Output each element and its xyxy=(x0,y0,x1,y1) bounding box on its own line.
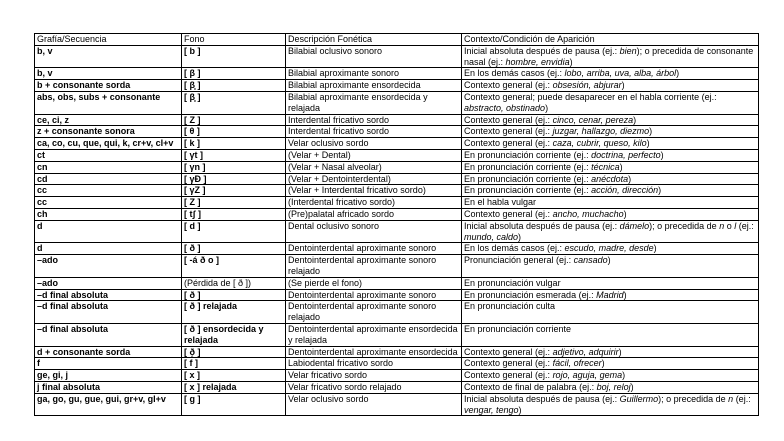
descripcion-cell: Dentointerdental aproximante ensordecida xyxy=(286,346,462,358)
contexto-cell xyxy=(462,381,759,393)
context-text: Inicial absoluta después de pausa (ej.: xyxy=(464,220,620,231)
contexto-cell xyxy=(462,243,759,255)
context-text: ) xyxy=(660,149,664,160)
fono-cell: [ g ] xyxy=(182,393,286,416)
fono-cell: [ β̥ ] xyxy=(182,80,286,92)
table-row xyxy=(35,255,759,278)
contexto-cell xyxy=(462,346,759,358)
context-text: En los demás casos (ej.: xyxy=(464,243,565,254)
descripcion-cell: Bilabial aproximante sonoro xyxy=(286,68,462,80)
grafia-cell: b, v xyxy=(35,68,182,80)
contexto-cell xyxy=(462,80,759,92)
example-text: vengar, tengo xyxy=(464,404,519,415)
table-row xyxy=(35,393,759,416)
descripcion-cell: Bilabial aproximante ensordecida xyxy=(286,80,462,92)
grafia-cell: –ado xyxy=(35,277,182,289)
table-row xyxy=(35,289,759,301)
example-text: juzgar, hallazgo, diezmo xyxy=(552,126,650,137)
descripcion-cell: Labiodental fricativo sordo xyxy=(286,358,462,370)
descripcion-cell: Interdental fricativo sordo xyxy=(286,126,462,138)
contexto-cell xyxy=(462,370,759,382)
contexto-cell xyxy=(462,208,759,220)
fono-cell: [ ð ] xyxy=(182,243,286,255)
context-text: Pronunciación general (ej.: xyxy=(464,255,574,266)
example-text: dámelo xyxy=(619,220,650,231)
grafia-cell: d + consonante sorda xyxy=(35,346,182,358)
table-row xyxy=(35,197,759,209)
grafia-cell: f xyxy=(35,358,182,370)
table-row xyxy=(35,243,759,255)
contexto-cell xyxy=(462,149,759,161)
context-text: En los demás casos (ej.: xyxy=(464,68,565,79)
descripcion-cell: Dentointerdental aproximante sonoro relajado xyxy=(286,301,462,324)
contexto-cell xyxy=(462,358,759,370)
fono-cell: [ ð ] relajada xyxy=(182,301,286,324)
fono-cell: [ γt ] xyxy=(182,149,286,161)
example-text: Guillermo xyxy=(619,393,659,404)
example-text: ancho, muchacho xyxy=(552,208,624,219)
context-text: ) xyxy=(649,126,653,137)
contexto-cell xyxy=(462,197,759,209)
fono-cell: [ b ] xyxy=(182,45,286,68)
fono-cell: [ β ] xyxy=(182,68,286,80)
example-text: n xyxy=(728,393,734,404)
header-grafia: Grafía/Secuencia xyxy=(35,34,182,46)
grafia-cell: –ado xyxy=(35,255,182,278)
fono-cell: [ ð̥ ] xyxy=(182,346,286,358)
context-text: ); o precedida de consonante nasal (ej.: xyxy=(464,45,754,67)
fono-cell: [ ð ] ensordecida y relajada xyxy=(182,323,286,346)
grafia-cell: ca, co, cu, que, qui, k, cr+v, cl+v xyxy=(35,138,182,150)
contexto-cell xyxy=(462,289,759,301)
table-row xyxy=(35,80,759,92)
grafia-cell: ch xyxy=(35,208,182,220)
context-text: En pronunciación corriente (ej.: xyxy=(464,161,592,172)
contexto-cell xyxy=(462,173,759,185)
descripcion-cell: Dentointerdental aproximante ensordecida y relajada xyxy=(286,323,462,346)
table-row xyxy=(35,161,759,173)
grafia-cell: j final absoluta xyxy=(35,381,182,393)
contexto-cell xyxy=(462,323,759,346)
grafia-cell: –d final absoluta xyxy=(35,301,182,324)
context-text: ); o precedida de xyxy=(658,393,729,404)
context-text: Contexto general (ej.: xyxy=(464,346,553,357)
context-text: Contexto general (ej.: xyxy=(464,208,553,219)
grafia-cell: –d final absoluta xyxy=(35,323,182,346)
context-text: Contexto general (ej.: xyxy=(464,126,553,137)
example-text: Madrid xyxy=(596,289,624,300)
descripcion-cell: Bilabial aproximante ensordecida y relajada xyxy=(286,91,462,114)
descripcion-cell: Dentointerdental aproximante sonoro xyxy=(286,243,462,255)
context-text: ) xyxy=(518,404,522,415)
example-text: mundo, caldo xyxy=(464,231,519,242)
phonetics-table xyxy=(34,33,759,416)
example-text: l xyxy=(734,220,737,231)
context-text: ) xyxy=(646,138,650,149)
fono-cell: [ -á ð o ] xyxy=(182,255,286,278)
example-text: hombre, envidia xyxy=(505,56,570,67)
context-text: ) xyxy=(518,231,522,242)
table-row xyxy=(35,358,759,370)
fono-cell: [ x ] relajada xyxy=(182,381,286,393)
fono-cell: [ γZ ] xyxy=(182,185,286,197)
context-text: ) xyxy=(618,346,622,357)
grafia-cell: cc xyxy=(35,185,182,197)
fono-cell: [ tʃ ] xyxy=(182,208,286,220)
example-text: bien xyxy=(619,45,637,56)
example-text: cinco, cenar, pereza xyxy=(552,114,634,125)
example-text: caza, cubrir, queso, kilo xyxy=(552,138,647,149)
descripcion-cell: (Interdental fricativo sordo) xyxy=(286,197,462,209)
context-text: ) xyxy=(601,358,605,369)
fono-cell: [ θ ] xyxy=(182,126,286,138)
context-text: En pronunciación corriente (ej.: xyxy=(464,149,592,160)
context-text: ) xyxy=(676,68,680,79)
example-text: rojo, aguja, gema xyxy=(552,370,623,381)
example-text: anécdota xyxy=(591,173,629,184)
example-text: boj, reloj xyxy=(596,381,631,392)
fono-cell: [ β̥ ] xyxy=(182,91,286,114)
context-text: En el habla vulgar xyxy=(464,197,537,208)
contexto-cell xyxy=(462,220,759,243)
context-text: Contexto general (ej.: xyxy=(464,114,553,125)
table-body xyxy=(35,34,759,416)
context-text: En pronunciación vulgar xyxy=(464,277,561,288)
contexto-cell xyxy=(462,126,759,138)
table-row xyxy=(35,208,759,220)
context-text: En pronunciación corriente (ej.: xyxy=(464,185,592,196)
context-text: ) xyxy=(569,56,573,67)
context-text: Contexto general (ej.: xyxy=(464,138,553,149)
descripcion-cell: (Velar + Nasal alveolar) xyxy=(286,161,462,173)
example-text: cansado xyxy=(573,255,608,266)
table-row xyxy=(35,126,759,138)
header-row xyxy=(35,34,759,46)
descripcion-cell: Velar fricativo sordo xyxy=(286,370,462,382)
contexto-cell xyxy=(462,255,759,278)
context-text: Contexto general (ej.: xyxy=(464,80,553,91)
context-text: Contexto general; puede desaparecer en el habla corriente (ej.: xyxy=(464,91,717,102)
table-row xyxy=(35,381,759,393)
grafia-cell: cc xyxy=(35,197,182,209)
grafia-cell: cn xyxy=(35,161,182,173)
table-row xyxy=(35,346,759,358)
context-text: ) xyxy=(545,102,549,113)
contexto-cell xyxy=(462,185,759,197)
grafia-cell: –d final absoluta xyxy=(35,289,182,301)
example-text: n xyxy=(719,220,725,231)
context-text: o xyxy=(724,220,735,231)
table-row xyxy=(35,114,759,126)
grafia-cell: b + consonante sorda xyxy=(35,80,182,92)
contexto-cell xyxy=(462,45,759,68)
context-text: ) xyxy=(623,208,627,219)
context-text: Inicial absoluta después de pausa (ej.: xyxy=(464,45,620,56)
context-text: ) xyxy=(633,114,637,125)
example-text: escudo, madre, desde xyxy=(564,243,654,254)
descripcion-cell: Dental oclusivo sonoro xyxy=(286,220,462,243)
contexto-cell xyxy=(462,393,759,416)
grafia-cell: abs, obs, subs + consonante xyxy=(35,91,182,114)
context-text: ) xyxy=(619,161,623,172)
grafia-cell: z + consonante sonora xyxy=(35,126,182,138)
context-text: ) xyxy=(623,289,627,300)
table-row xyxy=(35,138,759,150)
contexto-cell xyxy=(462,138,759,150)
example-text: acción, dirección xyxy=(591,185,659,196)
descripcion-cell: (Velar + Dental) xyxy=(286,149,462,161)
example-text: lobo, arriba, uva, alba, árbol xyxy=(564,68,677,79)
grafia-cell: cd xyxy=(35,173,182,185)
context-text: Contexto general (ej.: xyxy=(464,370,553,381)
descripcion-cell: (Velar + Interdental fricativo sordo) xyxy=(286,185,462,197)
context-text: ) xyxy=(607,255,611,266)
table-row xyxy=(35,149,759,161)
descripcion-cell: Velar fricativo sordo relajado xyxy=(286,381,462,393)
contexto-cell xyxy=(462,114,759,126)
fono-cell: [ Z ] xyxy=(182,114,286,126)
context-text: (ej.: xyxy=(733,393,751,404)
context-text: En pronunciación corriente xyxy=(464,323,572,334)
table-row xyxy=(35,323,759,346)
contexto-cell xyxy=(462,301,759,324)
context-text: En pronunciación corriente (ej.: xyxy=(464,173,592,184)
contexto-cell xyxy=(462,161,759,173)
example-text: doctrina, perfecto xyxy=(591,149,661,160)
example-text: obsesión, abjurar xyxy=(552,80,622,91)
contexto-cell xyxy=(462,277,759,289)
context-text: ) xyxy=(653,243,657,254)
table-row xyxy=(35,277,759,289)
table-row xyxy=(35,185,759,197)
grafia-cell: d xyxy=(35,243,182,255)
fono-cell: [ f ] xyxy=(182,358,286,370)
grafia-cell: d xyxy=(35,220,182,243)
context-text: En pronunciación esmerada (ej.: xyxy=(464,289,597,300)
descripcion-cell: Dentointerdental aproximante sonoro xyxy=(286,289,462,301)
descripcion-cell: Velar oclusivo sordo xyxy=(286,138,462,150)
context-text: ) xyxy=(658,185,662,196)
table-row xyxy=(35,91,759,114)
contexto-cell xyxy=(462,68,759,80)
fono-cell: [ d ] xyxy=(182,220,286,243)
descripcion-cell: Velar oclusivo sordo xyxy=(286,393,462,416)
example-text: fácil, ofrecer xyxy=(552,358,602,369)
context-text: ) xyxy=(630,381,634,392)
header-contexto: Contexto/Condición de Aparición xyxy=(462,34,759,46)
fono-cell: [ Z ] xyxy=(182,197,286,209)
context-text: ) xyxy=(621,80,625,91)
table-row xyxy=(35,370,759,382)
fono-cell: [ γÐ ] xyxy=(182,173,286,185)
context-text: En pronunciación culta xyxy=(464,301,556,312)
descripcion-cell: Dentointerdental aproximante sonoro relajado xyxy=(286,255,462,278)
descripcion-cell: (Velar + Dentointerdental) xyxy=(286,173,462,185)
table-row xyxy=(35,220,759,243)
fono-cell: [ x ] xyxy=(182,370,286,382)
grafia-cell: ge, gi, j xyxy=(35,370,182,382)
fono-cell: [ k ] xyxy=(182,138,286,150)
grafia-cell: ct xyxy=(35,149,182,161)
context-text: ) xyxy=(622,370,626,381)
fono-cell: (Pérdida de [ ð ]) xyxy=(182,277,286,289)
example-text: abstracto, obstinado xyxy=(464,102,546,113)
table-row xyxy=(35,68,759,80)
context-text: ) xyxy=(628,173,632,184)
fono-cell: [ γn ] xyxy=(182,161,286,173)
context-text: Contexto de final de palabra (ej.: xyxy=(464,381,597,392)
table-row xyxy=(35,173,759,185)
grafia-cell: ce, ci, z xyxy=(35,114,182,126)
fono-cell: [ ð ] xyxy=(182,289,286,301)
contexto-cell xyxy=(462,91,759,114)
descripcion-cell: Interdental fricativo sordo xyxy=(286,114,462,126)
context-text: ); o precedida de xyxy=(649,220,720,231)
descripcion-cell: (Se pierde el fono) xyxy=(286,277,462,289)
header-fono: Fono xyxy=(182,34,286,46)
table-row xyxy=(35,45,759,68)
header-descripcion: Descripción Fonética xyxy=(286,34,462,46)
context-text: Inicial absoluta después de pausa (ej.: xyxy=(464,393,620,404)
context-text: Contexto general (ej.: xyxy=(464,358,553,369)
grafia-cell: b, v xyxy=(35,45,182,68)
example-text: adjetivo, adquirir xyxy=(552,346,619,357)
table-row xyxy=(35,301,759,324)
descripcion-cell: (Pre)palatal africado sordo xyxy=(286,208,462,220)
grafia-cell: ga, go, gu, gue, gui, gr+v, gl+v xyxy=(35,393,182,416)
context-text: (ej.: xyxy=(736,220,754,231)
example-text: técnica xyxy=(591,161,620,172)
descripcion-cell: Bilabial oclusivo sonoro xyxy=(286,45,462,68)
